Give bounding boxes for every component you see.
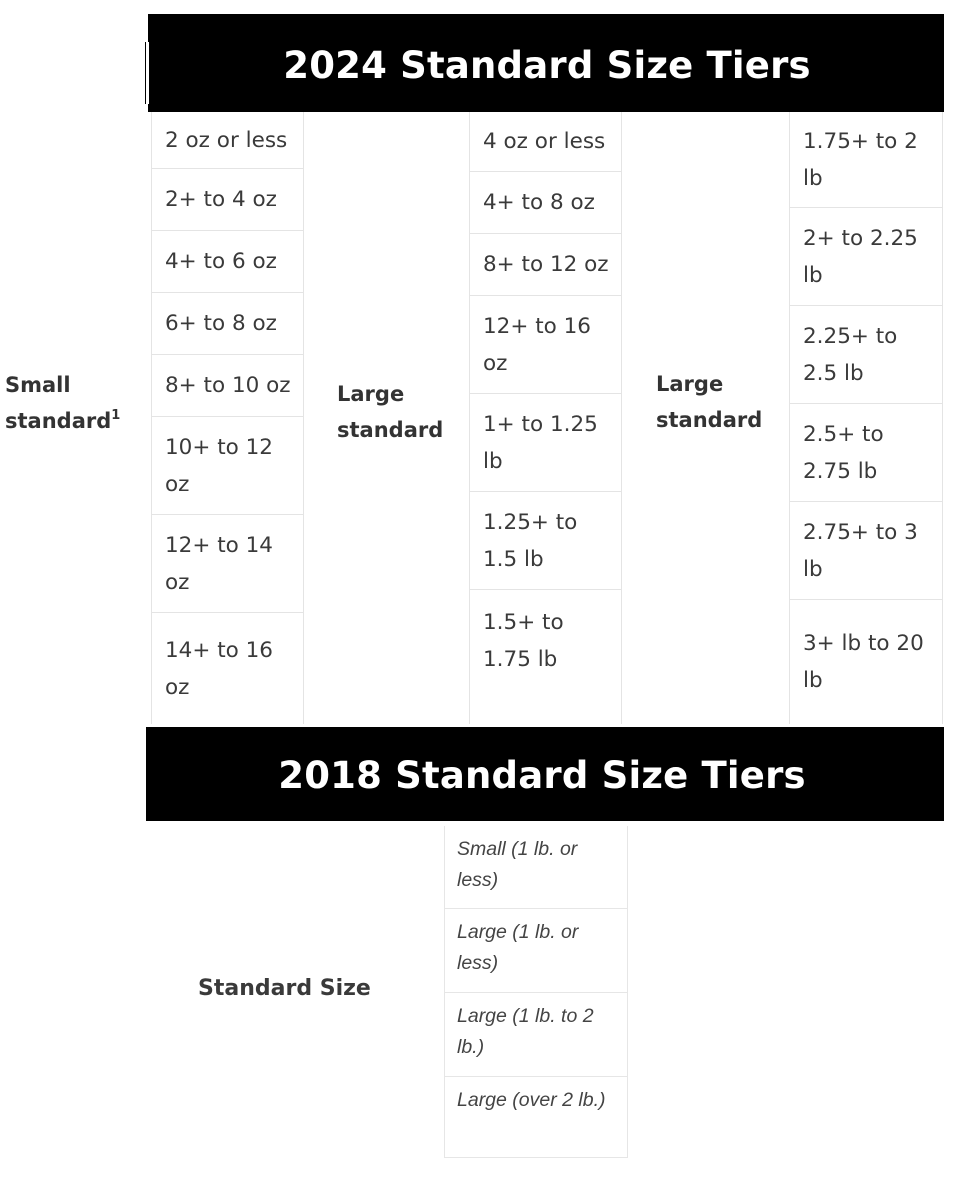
table-cell: 4 oz or less [470, 112, 621, 172]
table-cell: Small (1 lb. or less) [445, 826, 627, 909]
table-cell: 6+ to 8 oz [152, 293, 303, 355]
table-cell: 4+ to 6 oz [152, 231, 303, 293]
table-cell: 1.5+ to 1.75 lb [483, 610, 564, 672]
large-standard-label: Large standard [337, 382, 444, 442]
table-cell: 14+ to 16 oz [165, 637, 273, 700]
table-cell: 1+ to 1.25 lb [470, 394, 621, 492]
table-cell: 2.25+ to 2.5 lb [790, 306, 942, 404]
table-cell: 3+ lb to 20 lb [803, 631, 924, 693]
table-cell: Large (over 2 lb.) [445, 1077, 627, 1158]
table-cell: 2+ to 4 oz [152, 169, 303, 231]
table-cell: 2 oz or less [152, 112, 303, 169]
footnote-marker: 1 [111, 408, 121, 423]
text-cursor-icon [145, 42, 150, 104]
large-standard-label: Large standard [656, 372, 763, 432]
table-cell: Large (1 lb. to 2 lb.) [445, 993, 627, 1077]
table-cell: 2.75+ to 3 lb [790, 502, 942, 600]
table-cell: Large (1 lb. or less) [445, 909, 627, 993]
table-cell: 12+ to 16 oz [470, 296, 621, 394]
table-cell: 8+ to 10 oz [152, 355, 303, 417]
banner-2018-title: 2018 Standard Size Tiers [278, 753, 806, 797]
banner-2018 [146, 727, 944, 821]
table-cell: 2.5+ to 2.75 lb [790, 404, 942, 502]
table-cell: 12+ to 14 oz [152, 515, 303, 613]
standard-size-2018-column [444, 826, 628, 1158]
table-cell: 4+ to 8 oz [470, 172, 621, 234]
banner-2024 [148, 14, 944, 112]
standard-size-label: Standard Size [198, 976, 371, 1001]
banner-2024-title: 2024 Standard Size Tiers [283, 43, 811, 87]
table-cell: 8+ to 12 oz [470, 234, 621, 296]
table-cell: 1.25+ to 1.5 lb [470, 492, 621, 590]
table-cell: 1.75+ to 2 lb [790, 112, 942, 208]
table-cell: 10+ to 12 oz [152, 417, 303, 515]
small-standard-label: Small standard$^1$ [5, 373, 121, 433]
small-standard-column [151, 112, 304, 724]
large-standard-column-b [789, 112, 943, 724]
large-standard-column-a [469, 112, 622, 724]
table-cell: 2+ to 2.25 lb [790, 208, 942, 306]
